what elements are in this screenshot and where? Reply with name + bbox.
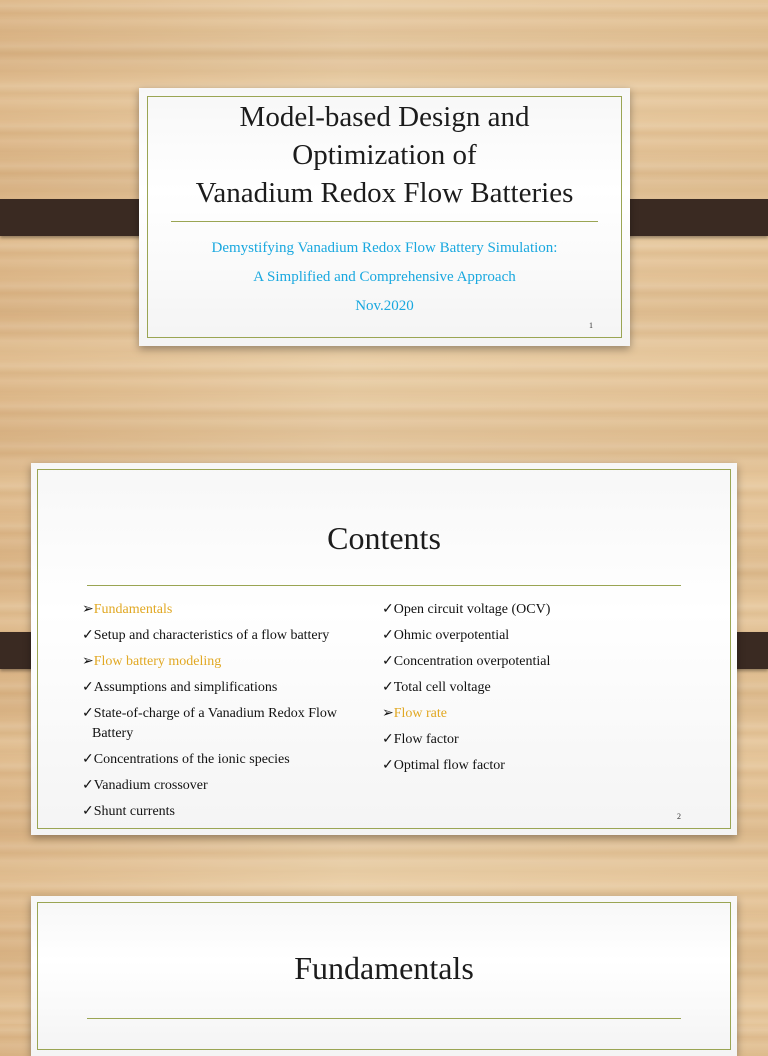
contents-list-item [82, 701, 382, 747]
contents-left-column [82, 597, 382, 825]
contents-list-item [82, 773, 382, 799]
title-line: Optimization of [292, 139, 477, 171]
slide-thumbnail-1[interactable] [139, 88, 630, 346]
strap-left-1 [0, 199, 155, 236]
item-label: Concentrations of the ionic species [93, 752, 290, 767]
item-label: Flow battery modeling [93, 654, 222, 669]
contents-list-item [82, 747, 382, 773]
contents-list-item [382, 623, 702, 649]
checkmark-icon: ✓ [382, 732, 394, 747]
contents-section-heading [382, 701, 702, 727]
checkmark-icon: ✓ [382, 628, 394, 643]
item-label: Vanadium crossover [93, 778, 208, 793]
checkmark-icon: ✓ [382, 758, 394, 773]
title-line: Model-based Design and [239, 101, 530, 133]
item-label: Flow factor [393, 732, 459, 747]
strap-right-1 [613, 199, 768, 236]
contents-list-item [382, 753, 702, 779]
item-label: Concentration overpotential [393, 654, 551, 669]
subtitle-line: Demystifying Vanadium Redox Flow Battery Simulation: [211, 240, 558, 256]
contents-section-heading [82, 597, 382, 623]
contents-list-item [82, 675, 382, 701]
contents-list-item [382, 675, 702, 701]
item-label: Setup and characteristics of a flow battery [93, 628, 330, 643]
contents-list-item [82, 623, 382, 649]
subtitle-date: Nov.2020 [355, 298, 414, 314]
page-number: 2 [677, 812, 681, 821]
slide-thumbnail-2[interactable] [31, 463, 737, 835]
title-divider [87, 1018, 681, 1019]
item-label: Fundamentals [93, 602, 173, 617]
contents-list-item [382, 597, 702, 623]
item-label: Ohmic overpotential [393, 628, 510, 643]
item-label: Total cell voltage [393, 680, 491, 695]
checkmark-icon: ✓ [382, 680, 394, 695]
slide-subtitle [139, 234, 630, 321]
contents-list-item [382, 727, 702, 753]
arrow-bullet-icon: ➢ [82, 654, 94, 669]
checkmark-icon: ✓ [382, 654, 394, 669]
checkmark-icon: ✓ [82, 778, 94, 793]
slide-title [139, 98, 630, 212]
item-label: Optimal flow factor [393, 758, 505, 773]
checkmark-icon: ✓ [82, 706, 94, 721]
contents-list-item [382, 649, 702, 675]
checkmark-icon: ✓ [82, 628, 94, 643]
checkmark-icon: ✓ [82, 752, 94, 767]
item-label: Shunt currents [93, 804, 175, 819]
title-divider [87, 585, 681, 586]
item-label: State-of-charge of a Vanadium Redox Flow [93, 706, 337, 721]
slide-title: Contents [327, 520, 441, 556]
item-label: Assumptions and simplifications [93, 680, 278, 695]
subtitle-line: A Simplified and Comprehensive Approach [253, 269, 516, 285]
page-number: 1 [589, 321, 593, 330]
checkmark-icon: ✓ [82, 680, 94, 695]
item-label-continuation: Battery [92, 726, 134, 741]
slide-thumbnail-3[interactable] [31, 896, 737, 1056]
checkmark-icon: ✓ [82, 804, 94, 819]
title-divider [171, 221, 598, 222]
contents-right-column [382, 597, 702, 779]
arrow-bullet-icon: ➢ [82, 602, 94, 617]
contents-list-item [82, 799, 382, 825]
item-label: Open circuit voltage (OCV) [393, 602, 551, 617]
checkmark-icon: ✓ [382, 602, 394, 617]
title-line: Vanadium Redox Flow Batteries [195, 177, 574, 209]
item-label: Flow rate [393, 706, 447, 721]
arrow-bullet-icon: ➢ [382, 706, 394, 721]
slide-title: Fundamentals [294, 950, 474, 986]
contents-section-heading [82, 649, 382, 675]
